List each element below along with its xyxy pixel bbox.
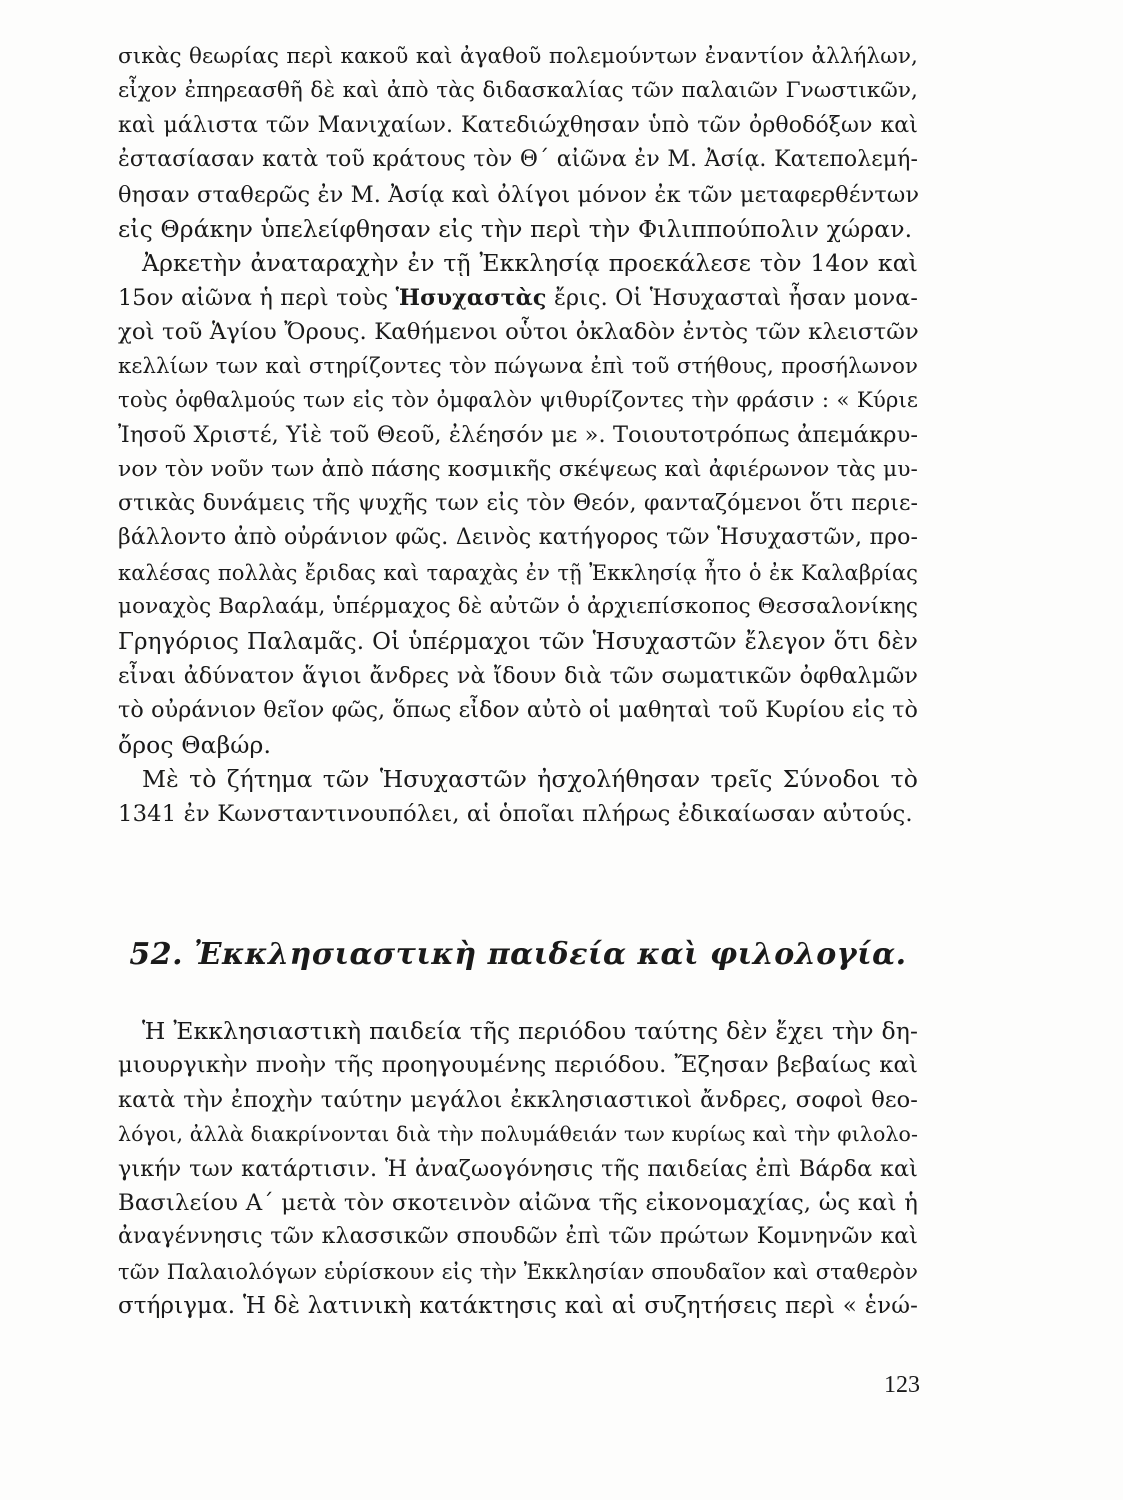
text-line: νον τὸν νοῦν των ἀπὸ πάσης κοσμικῆς σκέψεως καὶ ἀφιέρωνον τὰς μυ-	[118, 456, 918, 482]
text-line: βάλλοντο ἀπὸ οὐράνιον φῶς. Δεινὸς κατήγορος τῶν Ἡσυχαστῶν, προ-	[118, 525, 918, 551]
text-line: γικήν των κατάρτισιν. Ἡ ἀναζωογόνησις τῆς παιδείας ἐπὶ Βάρδα καὶ	[118, 1155, 918, 1182]
text-line: χοὶ τοῦ Ἁγίου Ὄρους. Καθήμενοι οὗτοι ὀκλαδὸν ἐντὸς τῶν κλειστῶν	[118, 319, 919, 346]
text-line-with-bold-term	[118, 281, 918, 315]
text-line: Μὲ τὸ ζήτημα τῶν Ἡσυχαστῶν ἠσχολήθησαν τρεῖς Σύνοδοι τὸ	[142, 765, 918, 794]
text-line: εἶχον ἐπηρεασθῆ δὲ καὶ ἀπὸ τὰς διδασκαλίας τῶν παλαιῶν Γνωστικῶν,	[118, 78, 918, 104]
text-line: σικὰς θεωρίας περὶ κακοῦ καὶ ἀγαθοῦ πολεμούντων ἐναντίον ἀλλήλων,	[118, 44, 918, 69]
text-line: Ἰησοῦ Χριστέ, Υἱὲ τοῦ Θεοῦ, ἐλέησόν με ». Τοιουτοτρόπως ἀπεμάκρυ-	[118, 422, 919, 449]
text-line: στικὰς δυνάμεις τῆς ψυχῆς των εἰς τὸν Θεόν, φανταζόμενοι ὅτι περιε-	[118, 491, 918, 517]
text-line: μοναχὸς Βαρλαάμ, ὑπέρμαχος δὲ αὐτῶν ὁ ἀρχιεπίσκοπος Θεσσαλονίκης	[118, 594, 918, 620]
text-line: τὸ οὐράνιον θεῖον φῶς, ὅπως εἶδον αὐτὸ οἱ μαθηταὶ τοῦ Κυρίου εἰς τὸ	[118, 697, 918, 724]
text-line: τοὺς ὀφθαλμούς των εἰς τὸν ὀμφαλὸν ψιθυρίζοντες τὴν φράσιν : « Κύριε	[118, 387, 918, 413]
text-line: κατὰ τὴν ἐποχὴν ταύτην μεγάλοι ἐκκλησιαστικοὶ ἄνδρες, σοφοὶ θεο-	[118, 1086, 918, 1113]
text-line: κελλίων των καὶ στηρίζοντες τὸν πώγωνα ἐπὶ τοῦ στήθους, προσήλωνον	[118, 353, 918, 379]
page-number: 123	[884, 1372, 920, 1398]
text-line: ἐστασίασαν κατὰ τοῦ κράτους τὸν Θ΄ αἰῶνα ἐν Μ. Ἀσίᾳ. Κατεπολεμή-	[118, 147, 918, 173]
text-line: λόγοι, ἀλλὰ διακρίνονται διὰ τὴν πολυμάθειάν των κυρίως καὶ τὴν φιλολο-	[118, 1122, 918, 1147]
text-line: μιουργικὴν πνοὴν τῆς προηγουμένης περιόδου. Ἔζησαν βεβαίως καὶ	[118, 1052, 918, 1079]
text-line: εἰς Θράκην ὑπελείφθησαν εἰς τὴν περὶ τὴν Φιλιππούπολιν χώραν.	[118, 214, 913, 243]
text-line: θησαν σταθερῶς ἐν Μ. Ἀσίᾳ καὶ ὀλίγοι μόνον ἐκ τῶν μεταφερθέντων	[118, 181, 920, 208]
text-line: τῶν Παλαιολόγων εὑρίσκουν εἰς τὴν Ἐκκλησίαν σπουδαῖον καὶ σταθερὸν	[118, 1259, 918, 1284]
line-start: 15ον αἰῶνα ἡ περὶ τοὺς	[118, 284, 396, 311]
text-line: 1341 ἐν Κωνσταντινουπόλει, αἱ ὁποῖαι πλήρως ἐδικαίωσαν αὐτούς.	[118, 800, 913, 827]
line-end: ἔρις. Οἱ Ἡσυχασταὶ ἦσαν μονα-	[546, 284, 918, 311]
text-line: ἀναγέννησις τῶν κλασσικῶν σπουδῶν ἐπὶ τῶν πρώτων Κομνηνῶν καὶ	[118, 1224, 918, 1250]
text-line: Ἀρκετὴν ἀναταραχὴν ἐν τῇ Ἐκκλησίᾳ προεκάλεσε τὸν 14ον καὶ	[142, 249, 918, 278]
body-text-top	[118, 40, 918, 831]
section-heading: 52. Ἐκκλησιαστικὴ παιδεία καὶ φιλολογία.	[129, 937, 907, 972]
text-line: καλέσας πολλὰς ἔριδας καὶ ταραχὰς ἐν τῇ Ἐκκλησίᾳ ἦτο ὁ ἐκ Καλαβρίας	[118, 560, 918, 585]
body-text-bottom	[118, 1014, 918, 1324]
text-line: ὄρος Θαβώρ.	[118, 730, 272, 759]
text-line: Ἡ Ἐκκλησιαστικὴ παιδεία τῆς περιόδου ταύτης δὲν ἔχει τὴν δη-	[142, 1017, 918, 1045]
text-line: στήριγμα. Ἡ δὲ λατινικὴ κατάκτησις καὶ αἱ συζητήσεις περὶ « ἑνώ-	[118, 1293, 918, 1320]
bold-term-hesychasts: Ἡσυχαστὰς	[395, 284, 547, 311]
text-line: καὶ μάλιστα τῶν Μανιχαίων. Κατεδιώχθησαν ὑπὸ τῶν ὀρθοδόξων καὶ	[118, 112, 918, 138]
text-line: Γρηγόριος Παλαμᾶς. Οἱ ὑπέρμαχοι τῶν Ἡσυχαστῶν ἔλεγον ὅτι δὲν	[118, 628, 918, 655]
text-line: εἶναι ἀδύνατον ἅγιοι ἄνδρες νὰ ἴδουν διὰ τῶν σωματικῶν ὀφθαλμῶν	[118, 663, 918, 690]
text-line: Βασιλείου Α΄ μετὰ τὸν σκοτεινὸν αἰῶνα τῆς εἰκονομαχίας, ὡς καὶ ἡ	[118, 1189, 918, 1216]
